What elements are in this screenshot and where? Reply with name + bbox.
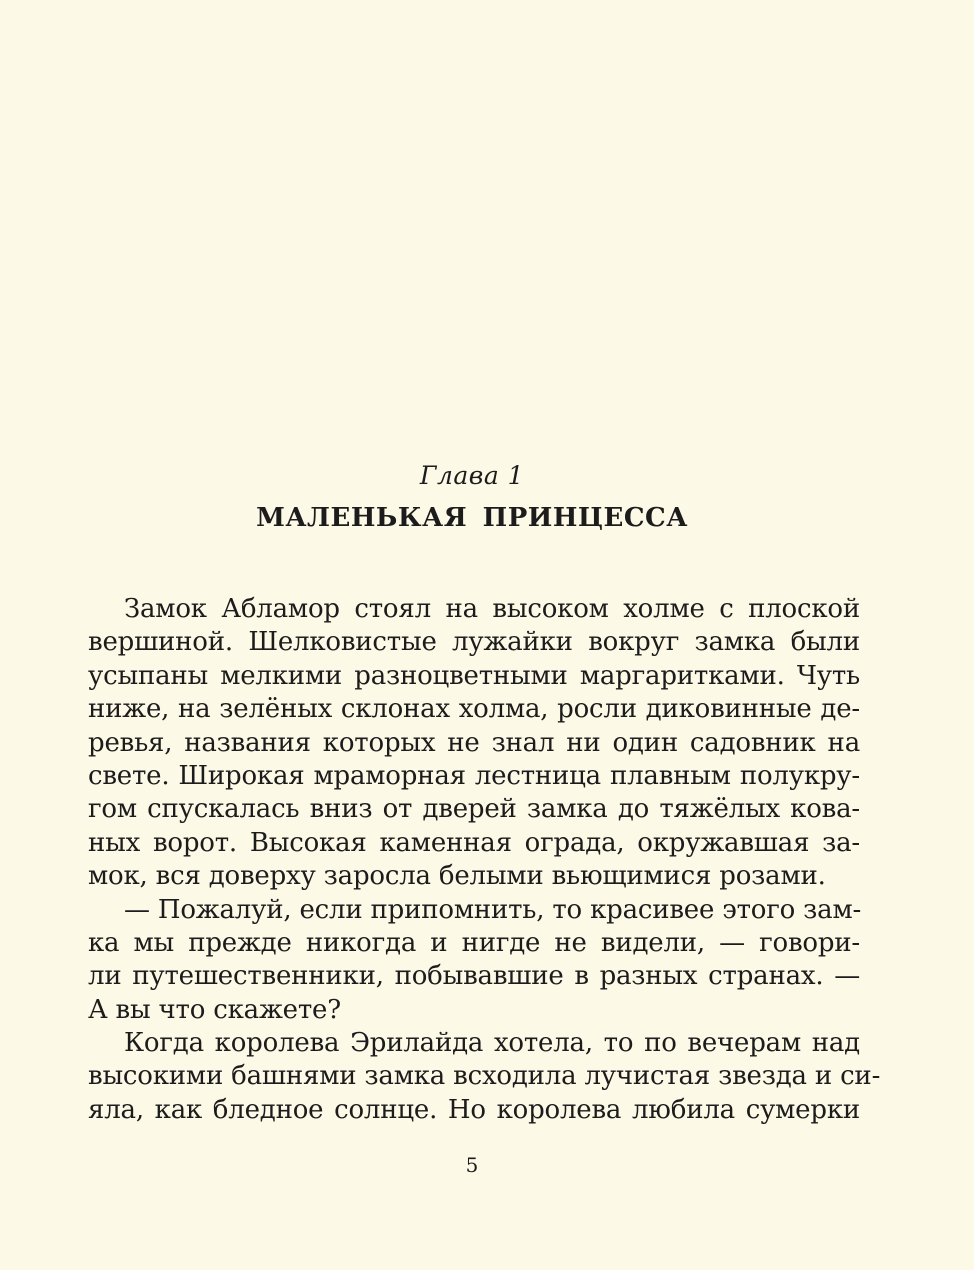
text-line: гом спускалась вниз от дверей замка до тяжёлых кова- (88, 794, 860, 825)
body-text (88, 593, 881, 1127)
text-line: ных ворот. Высокая каменная ограда, окружавшая за- (88, 827, 860, 858)
text-line: яла, как бледное солнце. Но королева любила сумерки (88, 1094, 860, 1125)
text-line: усыпаны мелкими разноцветными маргаритками. Чуть (88, 660, 860, 691)
text-line: Замок Абламор стоял на высоком холме с плоской (124, 594, 860, 624)
text-line: — Пожалуй, если припомнить, то красивее этого зам- (124, 894, 862, 925)
text-line: высокими башнями замка всходила лучистая звезда и си- (88, 1061, 881, 1092)
text-line: А вы что скажете? (88, 994, 341, 1025)
chapter-label: Глава 1 (419, 461, 525, 490)
text-line: вершиной. Шелковистые лужайки вокруг замка были (88, 627, 860, 658)
text-line: ревья, названия которых не знал ни один садовник на (88, 727, 860, 758)
page-number: 5 (465, 1153, 479, 1177)
text-line: свете. Широкая мраморная лестница плавным полукру- (88, 760, 860, 791)
text-line: ка мы прежде никогда и нигде не видели, — говори- (88, 927, 860, 958)
chapter-title: МАЛЕНЬКАЯ ПРИНЦЕССА (256, 503, 688, 533)
text-line: ли путешественники, побывавшие в разных странах. — (88, 961, 860, 992)
text-line: Когда королева Эрилайда хотела, то по вечерам над (124, 1028, 860, 1059)
text-line: ниже, на зелёных склонах холма, росли диковинные де- (88, 694, 860, 725)
text-line: мок, вся доверху заросла белыми вьющимися розами. (88, 861, 826, 892)
